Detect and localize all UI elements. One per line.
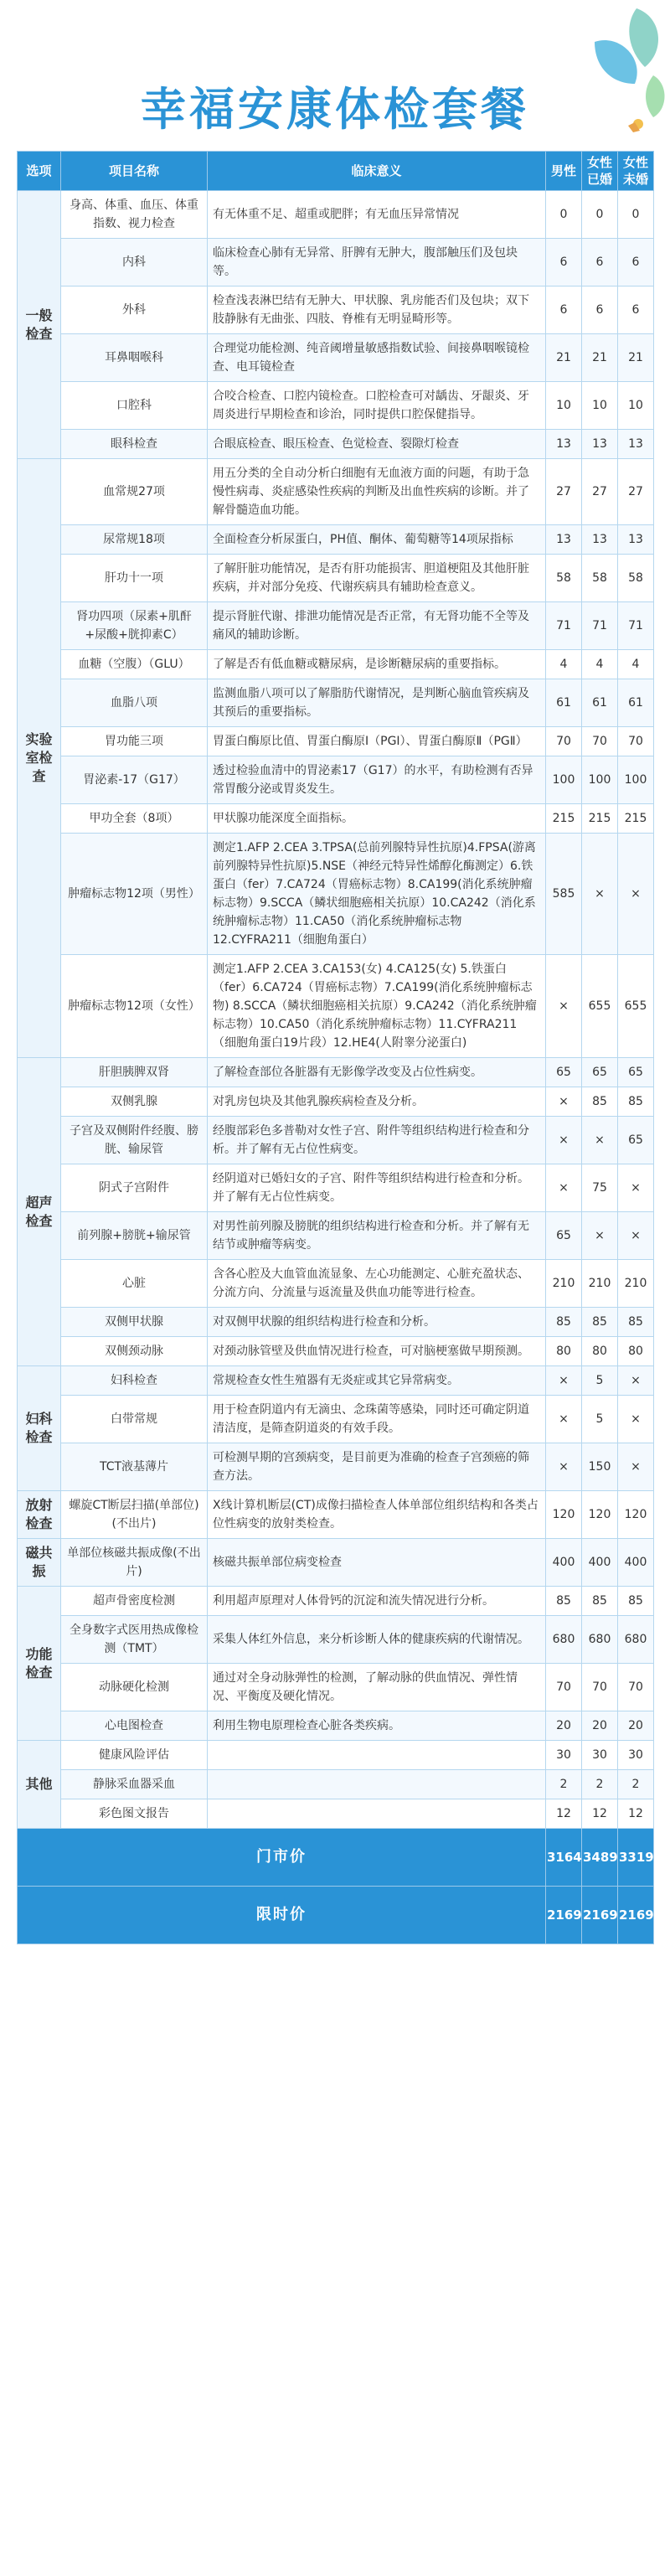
price-female-married: 80	[582, 1337, 618, 1366]
package-table	[17, 151, 654, 1944]
item-name: 肿瘤标志物12项（男性）	[61, 834, 208, 955]
table-row	[18, 1396, 654, 1443]
table-row	[18, 334, 654, 382]
price-female-married: 210	[582, 1260, 618, 1308]
price-female-unmarried: 120	[618, 1491, 654, 1539]
price-female-married: 0	[582, 191, 618, 239]
item-name: 静脉采血器采血	[61, 1770, 208, 1799]
clinical-significance: 常规检查女性生殖器有无炎症或其它异常病变。	[208, 1366, 546, 1396]
price-male: 6	[546, 287, 582, 334]
header-clinical-significance: 临床意义	[208, 152, 546, 191]
item-name: 甲功全套（8项）	[61, 804, 208, 834]
item-name: 内科	[61, 239, 208, 287]
table-row	[18, 382, 654, 430]
price-female-unmarried: 85	[618, 1587, 654, 1616]
price-male: 100	[546, 756, 582, 804]
item-name: 心电图检查	[61, 1711, 208, 1741]
price-female-unmarried: 680	[618, 1616, 654, 1664]
item-name: 血糖（空腹）（GLU）	[61, 650, 208, 679]
price-female-unmarried: 13	[618, 525, 654, 555]
total-male: 2169	[546, 1887, 582, 1944]
table-row	[18, 1164, 654, 1212]
clinical-significance: 检查浅表淋巴结有无肿大、甲状腺、乳房能否们及包块；双下肢静脉有无曲张、四肢、脊椎有无明显畸形等。	[208, 287, 546, 334]
item-name: 全身数字式医用热成像检测（TMT）	[61, 1616, 208, 1664]
price-female-married: 27	[582, 459, 618, 525]
price-male: ×	[546, 1396, 582, 1443]
page-title: 幸福安康体检套餐	[141, 83, 529, 136]
item-name: 胃功能三项	[61, 727, 208, 756]
clinical-significance: 透过检验血清中的胃泌素17（G17）的水平，有助检测有否异常胃酸分泌或胃炎发生。	[208, 756, 546, 804]
price-female-married: 71	[582, 602, 618, 650]
price-female-unmarried: 85	[618, 1308, 654, 1337]
price-male: 58	[546, 555, 582, 602]
table-header-row	[18, 152, 654, 191]
price-female-married: 13	[582, 525, 618, 555]
header-male: 男性	[546, 152, 582, 191]
table-row	[18, 1117, 654, 1164]
price-female-married: 70	[582, 727, 618, 756]
price-male: 70	[546, 1664, 582, 1711]
item-name: 尿常规18项	[61, 525, 208, 555]
price-female-unmarried: 58	[618, 555, 654, 602]
total-male: 3164	[546, 1829, 582, 1887]
price-female-unmarried: 6	[618, 239, 654, 287]
clinical-significance: 监测血脂八项可以了解脂肪代谢情况，是判断心脑血管疾病及其预后的重要指标。	[208, 679, 546, 727]
clinical-significance: 测定1.AFP 2.CEA 3.CA153(女) 4.CA125(女) 5.铁蛋白（fer）6.CA724（胃癌标志物）7.CA199(消化系统肿瘤标志物) 8.SCCA（鳞状细胞癌相关抗原）9.CA242（消化系统肿瘤标志物）10.CA50（消化系统肿瘤标志物）11.CYFRA211（细胞角蛋白19片段）12.HE4(人附睾分泌蛋白)	[208, 955, 546, 1058]
table-row	[18, 239, 654, 287]
price-female-married: 21	[582, 334, 618, 382]
clinical-significance	[208, 1741, 546, 1770]
table-row	[18, 1308, 654, 1337]
price-male: 65	[546, 1212, 582, 1260]
table-row	[18, 650, 654, 679]
item-name: 单部位核磁共振成像(不出片)	[61, 1539, 208, 1587]
category-label: 实验室检查	[18, 459, 61, 1058]
item-name: 胃泌素-17（G17）	[61, 756, 208, 804]
clinical-significance: 全面检查分析尿蛋白，PH值、酮体、葡萄糖等14项尿指标	[208, 525, 546, 555]
category-label: 一般检查	[18, 191, 61, 459]
category-label: 功能检查	[18, 1587, 61, 1741]
table-body	[18, 191, 654, 1944]
price-female-unmarried: 20	[618, 1711, 654, 1741]
table-row	[18, 555, 654, 602]
price-female-unmarried: 65	[618, 1058, 654, 1087]
price-male: 12	[546, 1799, 582, 1829]
clinical-significance: 了解检查部位各脏器有无影像学改变及占位性病变。	[208, 1058, 546, 1087]
item-name: 双侧甲状腺	[61, 1308, 208, 1337]
clinical-significance: X线计算机断层(CT)成像扫描检查人体单部位组织结构和各类占位性病变的放射类检查。	[208, 1491, 546, 1539]
table-row	[18, 1087, 654, 1117]
price-female-married: 12	[582, 1799, 618, 1829]
price-female-unmarried: 71	[618, 602, 654, 650]
price-female-unmarried: 12	[618, 1799, 654, 1829]
package-table-container	[17, 151, 653, 1944]
price-female-married: 85	[582, 1087, 618, 1117]
price-male: 6	[546, 239, 582, 287]
price-female-unmarried: 65	[618, 1117, 654, 1164]
price-female-unmarried: 400	[618, 1539, 654, 1587]
price-female-unmarried: 85	[618, 1087, 654, 1117]
table-row	[18, 287, 654, 334]
price-female-married: 30	[582, 1741, 618, 1770]
price-label: 限时价	[18, 1887, 546, 1944]
clinical-significance: 对颈动脉管壁及供血情况进行检查，可对脑梗塞做早期预测。	[208, 1337, 546, 1366]
item-name: 心脏	[61, 1260, 208, 1308]
price-female-unmarried: ×	[618, 1164, 654, 1212]
price-female-unmarried: ×	[618, 1443, 654, 1491]
table-row	[18, 1616, 654, 1664]
price-female-unmarried: 61	[618, 679, 654, 727]
price-male: 215	[546, 804, 582, 834]
header-female-married: 女性已婚	[582, 152, 618, 191]
clinical-significance: 对双侧甲状腺的组织结构进行检查和分析。	[208, 1308, 546, 1337]
price-male: 4	[546, 650, 582, 679]
price-female-unmarried: 21	[618, 334, 654, 382]
price-male: 71	[546, 602, 582, 650]
category-label: 其他	[18, 1741, 61, 1829]
price-female-married: ×	[582, 1117, 618, 1164]
total-female-unmarried: 2169	[618, 1887, 654, 1944]
price-female-unmarried: 80	[618, 1337, 654, 1366]
price-row	[18, 1829, 654, 1887]
price-female-unmarried: 30	[618, 1741, 654, 1770]
price-male: 10	[546, 382, 582, 430]
category-label: 超声检查	[18, 1058, 61, 1366]
total-female-married: 2169	[582, 1887, 618, 1944]
table-row	[18, 1443, 654, 1491]
clinical-significance: 临床检查心肺有无异常、肝脾有无肿大，腹部触压们及包块等。	[208, 239, 546, 287]
table-row	[18, 459, 654, 525]
item-name: 肝功十一项	[61, 555, 208, 602]
table-row	[18, 191, 654, 239]
table-row	[18, 1799, 654, 1829]
table-row	[18, 756, 654, 804]
clinical-significance: 可检测早期的宫颈病变，是目前更为准确的检查子宫颈癌的筛查方法。	[208, 1443, 546, 1491]
header-female-unmarried: 女性未婚	[618, 152, 654, 191]
item-name: 眼科检查	[61, 430, 208, 459]
header-option: 选项	[18, 152, 61, 191]
price-female-married: 58	[582, 555, 618, 602]
clinical-significance: 了解是否有低血糖或糖尿病，是诊断糖尿病的重要指标。	[208, 650, 546, 679]
price-male: ×	[546, 1117, 582, 1164]
item-name: 动脉硬化检测	[61, 1664, 208, 1711]
price-male: ×	[546, 1087, 582, 1117]
clinical-significance: 经阴道对已婚妇女的子宫、附件等组织结构进行检查和分析。并了解有无占位性病变。	[208, 1164, 546, 1212]
item-name: 口腔科	[61, 382, 208, 430]
table-row	[18, 1664, 654, 1711]
item-name: 双侧乳腺	[61, 1087, 208, 1117]
price-male: 0	[546, 191, 582, 239]
price-female-married: 85	[582, 1308, 618, 1337]
table-row	[18, 525, 654, 555]
clinical-significance: 胃蛋白酶原比值、胃蛋白酶原Ⅰ（PGⅠ）、胃蛋白酶原Ⅱ（PGⅡ）	[208, 727, 546, 756]
price-female-unmarried: 215	[618, 804, 654, 834]
total-female-unmarried: 3319	[618, 1829, 654, 1887]
price-female-married: 4	[582, 650, 618, 679]
category-label: 妇科检查	[18, 1366, 61, 1491]
table-row	[18, 430, 654, 459]
table-row	[18, 1587, 654, 1616]
price-female-married: 70	[582, 1664, 618, 1711]
table-row	[18, 1366, 654, 1396]
item-name: 阴式子宫附件	[61, 1164, 208, 1212]
clinical-significance: 提示肾脏代谢、排泄功能情况是否正常，有无肾功能不全等及痛风的辅助诊断。	[208, 602, 546, 650]
clinical-significance	[208, 1770, 546, 1799]
price-male: ×	[546, 955, 582, 1058]
item-name: 肝胆胰脾双肾	[61, 1058, 208, 1087]
price-female-married: 655	[582, 955, 618, 1058]
total-female-married: 3489	[582, 1829, 618, 1887]
table-row	[18, 1741, 654, 1770]
price-male: 85	[546, 1587, 582, 1616]
price-female-unmarried: 210	[618, 1260, 654, 1308]
price-male: 210	[546, 1260, 582, 1308]
price-female-married: 65	[582, 1058, 618, 1087]
price-male: 70	[546, 727, 582, 756]
price-male: 80	[546, 1337, 582, 1366]
price-female-unmarried: 70	[618, 1664, 654, 1711]
price-female-married: 215	[582, 804, 618, 834]
item-name: 超声骨密度检测	[61, 1587, 208, 1616]
price-male: 120	[546, 1491, 582, 1539]
item-name: 妇科检查	[61, 1366, 208, 1396]
table-row	[18, 1711, 654, 1741]
table-row	[18, 1770, 654, 1799]
price-female-married: 100	[582, 756, 618, 804]
table-row	[18, 727, 654, 756]
clinical-significance: 核磁共振单部位病变检查	[208, 1539, 546, 1587]
price-female-married: 61	[582, 679, 618, 727]
clinical-significance: 利用超声原理对人体骨钙的沉淀和流失情况进行分析。	[208, 1587, 546, 1616]
clinical-significance: 对乳房包块及其他乳腺疾病检查及分析。	[208, 1087, 546, 1117]
item-name: 双侧颈动脉	[61, 1337, 208, 1366]
clinical-significance: 合眼底检查、眼压检查、色觉检查、裂隙灯检查	[208, 430, 546, 459]
clinical-significance: 有无体重不足、超重或肥胖；有无血压异常情况	[208, 191, 546, 239]
category-label: 放射检查	[18, 1491, 61, 1539]
item-name: 血脂八项	[61, 679, 208, 727]
price-male: 85	[546, 1308, 582, 1337]
item-name: 身高、体重、血压、体重指数、视力检查	[61, 191, 208, 239]
price-male: 27	[546, 459, 582, 525]
clinical-significance: 合理觉功能检测、纯音阈增量敏感指数试验、间接鼻咽喉镜检查、电耳镜检查	[208, 334, 546, 382]
table-row	[18, 1539, 654, 1587]
price-female-unmarried: 100	[618, 756, 654, 804]
price-female-married: 85	[582, 1587, 618, 1616]
item-name: 肿瘤标志物12项（女性）	[61, 955, 208, 1058]
price-female-married: 10	[582, 382, 618, 430]
table-row	[18, 955, 654, 1058]
clinical-significance: 对男性前列腺及膀胱的组织结构进行检查和分析。并了解有无结节或肿瘤等病变。	[208, 1212, 546, 1260]
item-name: 外科	[61, 287, 208, 334]
price-male: 20	[546, 1711, 582, 1741]
table-row	[18, 602, 654, 650]
price-male: 400	[546, 1539, 582, 1587]
price-female-unmarried: 2	[618, 1770, 654, 1799]
item-name: 健康风险评估	[61, 1741, 208, 1770]
clinical-significance: 利用生物电原理检查心脏各类疾病。	[208, 1711, 546, 1741]
price-female-married: 75	[582, 1164, 618, 1212]
price-female-unmarried: 13	[618, 430, 654, 459]
price-female-married: ×	[582, 1212, 618, 1260]
item-name: 子宫及双侧附件经腹、膀胱、输尿管	[61, 1117, 208, 1164]
clinical-significance: 含各心腔及大血管血流显象、左心功能测定、心脏充盈状态、分流方向、分流量与返流量及供血功能等进行检查。	[208, 1260, 546, 1308]
price-female-unmarried: 655	[618, 955, 654, 1058]
price-female-married: 6	[582, 287, 618, 334]
price-male: 21	[546, 334, 582, 382]
price-female-unmarried: 4	[618, 650, 654, 679]
clinical-significance: 经腹部彩色多普勒对女性子宫、附件等组织结构进行检查和分析。并了解有无占位性病变。	[208, 1117, 546, 1164]
price-male: 61	[546, 679, 582, 727]
price-female-married: 680	[582, 1616, 618, 1664]
price-label: 门市价	[18, 1829, 546, 1887]
price-male: 30	[546, 1741, 582, 1770]
clinical-significance: 用于检查阴道内有无滴虫、念珠菌等感染，同时还可确定阴道清洁度，是筛查阴道炎的有效手段。	[208, 1396, 546, 1443]
item-name: 彩色图文报告	[61, 1799, 208, 1829]
price-female-married: 2	[582, 1770, 618, 1799]
clinical-significance	[208, 1799, 546, 1829]
price-female-married: 5	[582, 1396, 618, 1443]
header-item-name: 项目名称	[61, 152, 208, 191]
price-female-unmarried: ×	[618, 1396, 654, 1443]
price-female-unmarried: 6	[618, 287, 654, 334]
price-female-married: 5	[582, 1366, 618, 1396]
price-female-married: 20	[582, 1711, 618, 1741]
table-row	[18, 804, 654, 834]
price-male: 585	[546, 834, 582, 955]
table-row	[18, 1260, 654, 1308]
price-female-unmarried: ×	[618, 834, 654, 955]
category-label: 磁共振	[18, 1539, 61, 1587]
price-female-unmarried: 10	[618, 382, 654, 430]
clinical-significance: 甲状腺功能深度全面指标。	[208, 804, 546, 834]
item-name: 白带常规	[61, 1396, 208, 1443]
clinical-significance: 了解肝脏功能情况，是否有肝功能损害、胆道梗阻及其他肝脏疾病，并对部分免疫、代谢疾病具有辅助检查意义。	[208, 555, 546, 602]
clinical-significance: 合咬合检查、口腔内镜检查。口腔检查可对龋齿、牙龈炎、牙周炎进行早期检查和诊治，同时提供口腔保健指导。	[208, 382, 546, 430]
price-female-unmarried: 27	[618, 459, 654, 525]
price-female-married: 120	[582, 1491, 618, 1539]
clinical-significance: 采集人体红外信息，来分析诊断人体的健康疾病的代谢情况。	[208, 1616, 546, 1664]
price-female-married: 13	[582, 430, 618, 459]
price-female-married: ×	[582, 834, 618, 955]
price-male: ×	[546, 1164, 582, 1212]
clinical-significance: 用五分类的全自动分析白细胞有无血液方面的问题，有助于急慢性病毒、炎症感染性疾病的判断及出血性疾病的诊断。并了解骨髓造血功能。	[208, 459, 546, 525]
price-male: 13	[546, 525, 582, 555]
item-name: 前列腺+膀胱+输尿管	[61, 1212, 208, 1260]
item-name: 螺旋CT断层扫描(单部位)(不出片)	[61, 1491, 208, 1539]
table-row	[18, 1491, 654, 1539]
item-name: 耳鼻咽喉科	[61, 334, 208, 382]
table-row	[18, 834, 654, 955]
clinical-significance: 测定1.AFP 2.CEA 3.TPSA(总前列腺特异性抗原)4.FPSA(游离前列腺特异性抗原)5.NSE（神经元特异性烯醇化酶测定）6.铁蛋白（fer）7.CA724（胃癌标志物）8.CA199(消化系统肿瘤标志物）9.SCCA（鳞状细胞癌相关抗原）10.CA242（消化系统肿瘤标志物）11.CA50（消化系统肿瘤标志物12.CYFRA211（细胞角蛋白）	[208, 834, 546, 955]
table-row	[18, 1212, 654, 1260]
price-female-married: 6	[582, 239, 618, 287]
table-row	[18, 679, 654, 727]
price-male: ×	[546, 1366, 582, 1396]
item-name: 血常规27项	[61, 459, 208, 525]
price-female-unmarried: ×	[618, 1366, 654, 1396]
price-male: 65	[546, 1058, 582, 1087]
price-male: 680	[546, 1616, 582, 1664]
price-male: 2	[546, 1770, 582, 1799]
table-row	[18, 1058, 654, 1087]
price-female-unmarried: 70	[618, 727, 654, 756]
price-female-unmarried: 0	[618, 191, 654, 239]
price-female-married: 400	[582, 1539, 618, 1587]
price-female-unmarried: ×	[618, 1212, 654, 1260]
table-row	[18, 1337, 654, 1366]
clinical-significance: 通过对全身动脉弹性的检测，了解动脉的供血情况、弹性情况、平衡度及硬化情况。	[208, 1664, 546, 1711]
price-male: ×	[546, 1443, 582, 1491]
item-name: TCT液基薄片	[61, 1443, 208, 1491]
price-row	[18, 1887, 654, 1944]
price-female-married: 150	[582, 1443, 618, 1491]
price-male: 13	[546, 430, 582, 459]
item-name: 肾功四项（尿素+肌酐+尿酸+胱抑素C）	[61, 602, 208, 650]
